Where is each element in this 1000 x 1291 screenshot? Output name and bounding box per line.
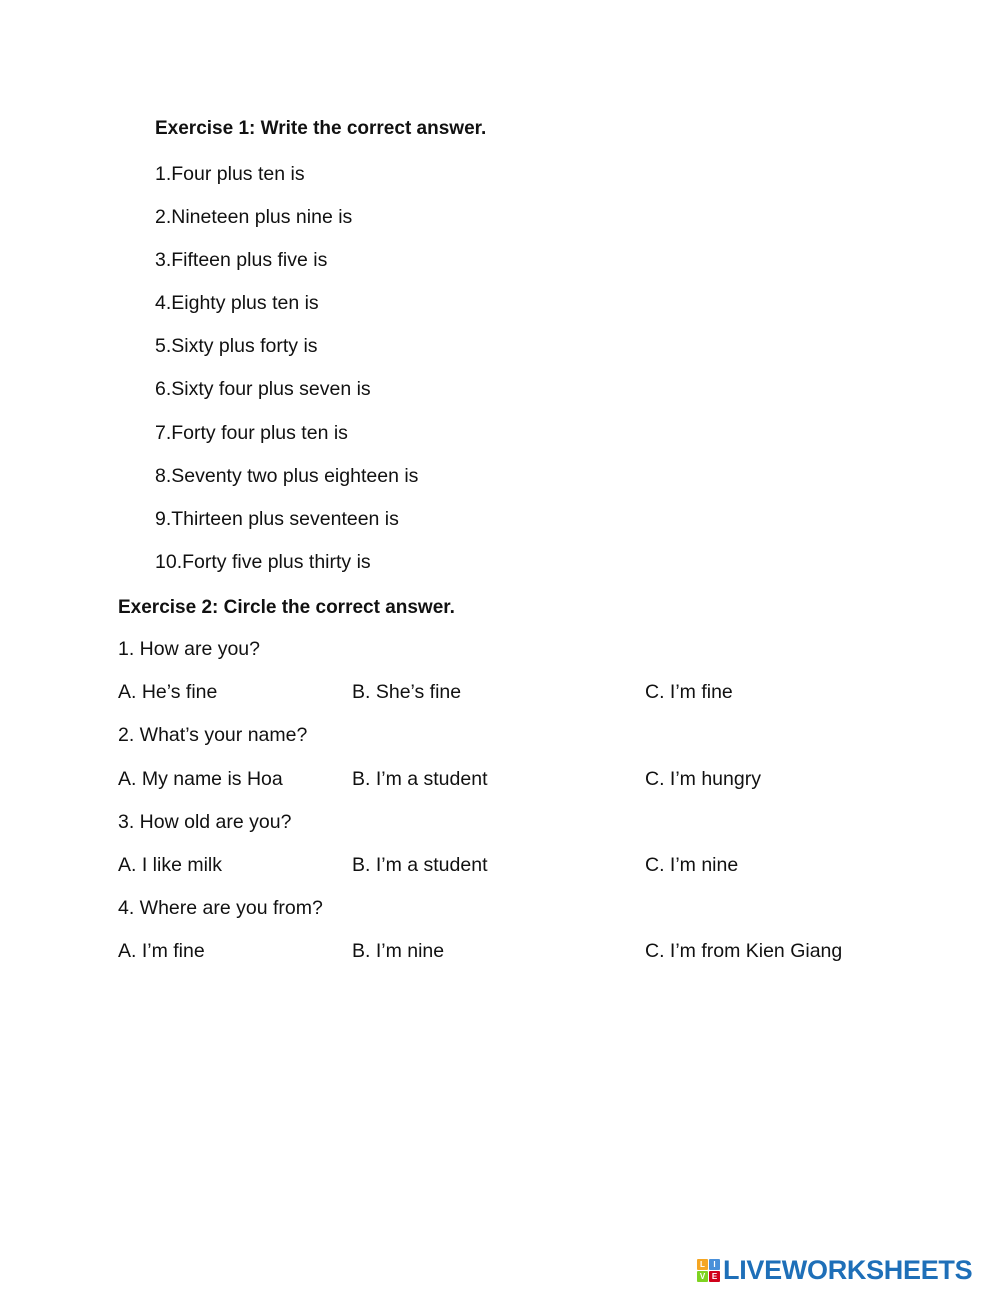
answer-option-b[interactable]: B. I’m nine bbox=[352, 940, 445, 963]
answer-option-c[interactable]: C. I’m fine bbox=[645, 681, 733, 704]
answer-option-c[interactable]: C. I’m hungry bbox=[645, 767, 761, 790]
logo-mark-letter: V bbox=[697, 1271, 708, 1282]
exercise-2-title: Exercise 2: Circle the correct answer. bbox=[118, 597, 455, 618]
answer-option-b[interactable]: B. I’m a student bbox=[352, 767, 488, 790]
answer-option-b[interactable]: B. She’s fine bbox=[352, 681, 462, 704]
answer-option-a[interactable]: A. He’s fine bbox=[118, 681, 218, 704]
exercise-1-item: 10.Forty five plus thirty is bbox=[155, 550, 371, 573]
exercise-1-item: 2.Nineteen plus nine is bbox=[155, 206, 353, 229]
exercise-1-item: 6.Sixty four plus seven is bbox=[155, 378, 371, 401]
exercise-1-item: 4.Eighty plus ten is bbox=[155, 292, 319, 315]
answer-options bbox=[118, 853, 878, 896]
exercise-1-item: 7.Forty four plus ten is bbox=[155, 421, 348, 444]
exercise-1-item: 1.Four plus ten is bbox=[155, 163, 305, 185]
question-text: 1. How are you? bbox=[118, 638, 260, 660]
answer-option-a[interactable]: A. I’m fine bbox=[118, 940, 205, 963]
answer-options bbox=[118, 939, 878, 982]
answer-option-a[interactable]: A. My name is Hoa bbox=[118, 767, 283, 790]
exercise-1-item: 5.Sixty plus forty is bbox=[155, 335, 318, 358]
exercise-1-item: 8.Seventy two plus eighteen is bbox=[155, 464, 419, 487]
question-text: 3. How old are you? bbox=[118, 810, 292, 833]
answer-options bbox=[118, 767, 878, 810]
exercise-1-list bbox=[155, 162, 418, 593]
answer-option-b[interactable]: B. I’m a student bbox=[352, 853, 488, 876]
logo-text: LIVEWORKSHEETS bbox=[723, 1254, 973, 1285]
liveworksheets-logo bbox=[697, 1255, 972, 1285]
answer-option-c[interactable]: C. I’m from Kien Giang bbox=[645, 940, 843, 963]
logo-mark-letter: L bbox=[697, 1259, 708, 1270]
exercise-1-title: Exercise 1: Write the correct answer. bbox=[155, 118, 487, 139]
exercise-1-item: 9.Thirteen plus seventeen is bbox=[155, 507, 399, 530]
logo-mark-letter: I bbox=[709, 1259, 720, 1270]
answer-option-a[interactable]: A. I like milk bbox=[118, 853, 223, 876]
answer-option-c[interactable]: C. I’m nine bbox=[645, 853, 739, 876]
question-text: 2. What’s your name? bbox=[118, 724, 308, 747]
answer-options bbox=[118, 680, 878, 723]
question-text: 4. Where are you from? bbox=[118, 897, 323, 920]
exercise-1-item: 3.Fifteen plus five is bbox=[155, 249, 328, 272]
liveworksheets-logo-icon bbox=[697, 1259, 720, 1282]
exercise-2-questions bbox=[118, 637, 878, 983]
logo-mark-letter: E bbox=[709, 1271, 720, 1282]
